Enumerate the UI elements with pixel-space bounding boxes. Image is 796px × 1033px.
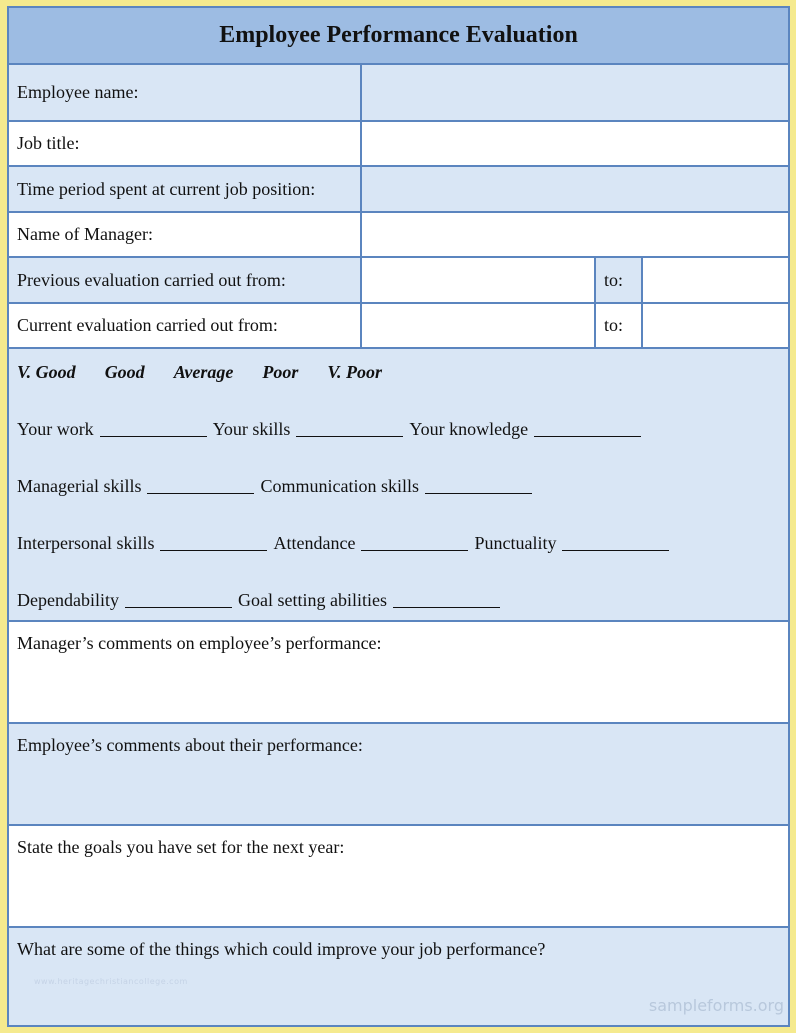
rating-blank[interactable]	[100, 421, 207, 437]
rating-scale-item: V. Good	[17, 361, 76, 382]
employee-name-input[interactable]	[362, 65, 788, 120]
criterion-label: Interpersonal skills	[17, 532, 155, 553]
previous-from-input[interactable]	[362, 258, 596, 302]
row-current-evaluation	[9, 304, 788, 349]
criteria-line	[17, 417, 780, 441]
rating-blank[interactable]	[425, 478, 532, 494]
row-previous-evaluation	[9, 258, 788, 304]
criterion-label: Goal setting abilities	[237, 589, 387, 610]
field-row-manager-name	[9, 213, 788, 258]
criteria-line	[17, 588, 780, 612]
to-label: to:	[596, 258, 643, 302]
field-row-time-period	[9, 167, 788, 213]
field-row-employee-name	[9, 65, 788, 122]
criteria-line	[17, 474, 780, 498]
to-label: to:	[596, 304, 643, 347]
field-label: Previous evaluation carried out from:	[9, 258, 362, 302]
criteria-line	[17, 531, 780, 555]
criterion-label: Attendance	[273, 532, 356, 553]
rating-scale-item: Poor	[262, 361, 299, 382]
criterion-label: Communication skills	[260, 475, 419, 496]
rating-blank[interactable]	[361, 535, 468, 551]
current-from-input[interactable]	[362, 304, 596, 347]
current-to-input[interactable]	[643, 304, 788, 347]
field-row-job-title	[9, 122, 788, 167]
goals-box[interactable]	[9, 826, 788, 928]
rating-section	[9, 349, 788, 622]
previous-to-input[interactable]	[643, 258, 788, 302]
rating-blank[interactable]	[562, 535, 669, 551]
criterion-label: Managerial skills	[17, 475, 142, 496]
rating-scale-item: Average	[173, 361, 234, 382]
watermark-right: sampleforms.org	[648, 996, 784, 1015]
rating-blank[interactable]	[296, 421, 403, 437]
rating-scale-item: Good	[104, 361, 145, 382]
manager-comments-box[interactable]	[9, 622, 788, 724]
rating-blank[interactable]	[160, 535, 267, 551]
rating-blank[interactable]	[534, 421, 641, 437]
field-label: Job title:	[9, 122, 362, 165]
employee-comments-box[interactable]	[9, 724, 788, 826]
field-label: Time period spent at current job position:	[9, 167, 362, 211]
rating-blank[interactable]	[393, 592, 500, 608]
form-title: Employee Performance Evaluation	[9, 8, 788, 65]
field-label: Current evaluation carried out from:	[9, 304, 362, 347]
job-title-input[interactable]	[362, 122, 788, 165]
criterion-label: Your work	[17, 418, 94, 439]
time-period-input[interactable]	[362, 167, 788, 211]
manager-name-input[interactable]	[362, 213, 788, 256]
field-label: Name of Manager:	[9, 213, 362, 256]
comment-label: What are some of the things which could improve your job performance?	[17, 939, 546, 959]
rating-scale-item: V. Poor	[327, 361, 383, 382]
rating-blank[interactable]	[147, 478, 254, 494]
rating-blank[interactable]	[125, 592, 232, 608]
watermark-left: www.heritagechristiancollege.com	[34, 977, 188, 986]
criterion-label: Punctuality	[474, 532, 557, 553]
comment-label: State the goals you have set for the next year:	[17, 837, 345, 857]
rating-scale	[17, 360, 780, 384]
comment-label: Manager’s comments on employee’s performance:	[17, 633, 382, 653]
comment-label: Employee’s comments about their performance:	[17, 735, 363, 755]
criterion-label: Your knowledge	[409, 418, 529, 439]
criterion-label: Dependability	[17, 589, 119, 610]
field-label: Employee name:	[9, 65, 362, 120]
evaluation-form	[7, 6, 790, 1027]
criterion-label: Your skills	[212, 418, 291, 439]
